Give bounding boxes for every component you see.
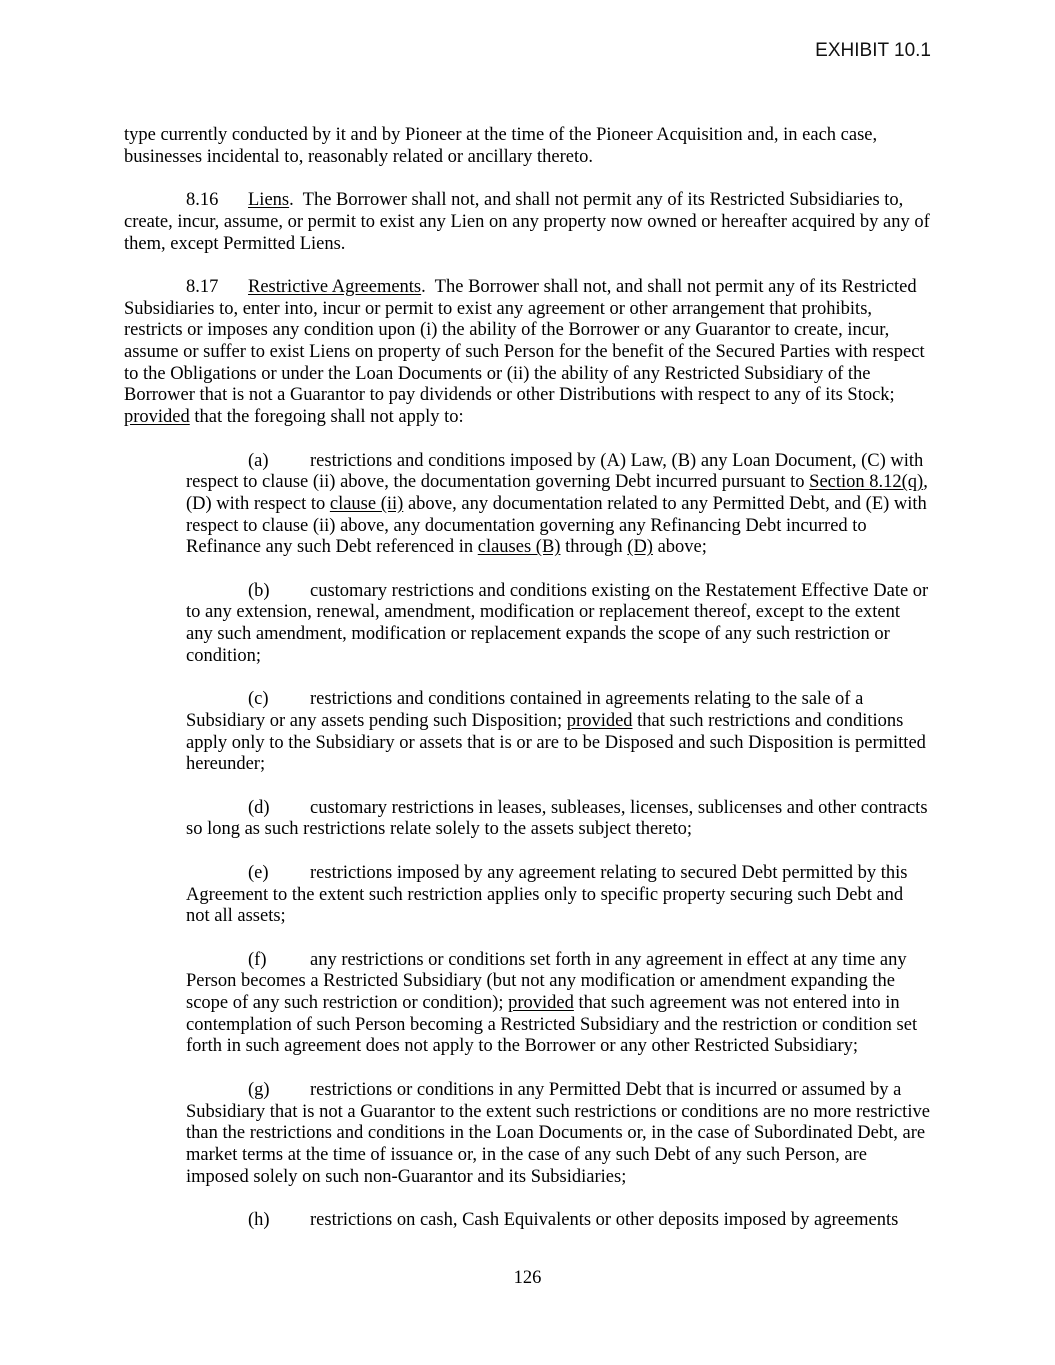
paragraph-label: 8.17: [186, 276, 219, 297]
underlined-text: clause (ii): [329, 493, 404, 514]
text-run: type currently conducted by it and by Pioneer at the time of the Pioneer Acquisition and, in each case, businesses incidental to, reasonably related or ancillary thereto.: [124, 125, 882, 167]
underlined-text: Restrictive Agreements: [248, 276, 422, 297]
underlined-text: Section 8.12(q): [809, 472, 924, 493]
text-run: . The Borrower shall not, and shall not permit any of its Restricted Subsidiaries to, enter into, incur or permit to exist any agreement or other arrangement that prohibits, restricts or imposes any condition upon (i) the ability of the Borrower or any Guarantor to create, incur, assume or suffer to exist Liens on property of such Person for the benefit of the Secured Parties with respect to the Obligations or under the Loan Documents or (ii) the ability of any Restricted Subsidiary of the Borrower that is not a Guarantor to pay dividends or other Distributions with respect to any of its Stock;: [124, 276, 930, 406]
document-body: [124, 125, 935, 1232]
paragraph-label: (f): [248, 949, 267, 970]
underlined-text: provided: [566, 710, 633, 731]
clause-d: [186, 798, 931, 841]
text-run: customary restrictions and conditions existing on the Restatement Effective Date or to any extension, renewal, amendment, modification or replacement thereof, except to the extent any such amendment, modification or replacement expands the scope of any such restriction or condition;: [186, 580, 933, 666]
paragraph-label: 8.16: [186, 190, 219, 211]
paragraph-label: (h): [248, 1210, 270, 1230]
underlined-text: clauses (B): [477, 537, 561, 558]
clause-a: [186, 451, 931, 560]
paragraph-label: (b): [248, 580, 270, 601]
clause-h: [186, 1210, 931, 1232]
text-run: customary restrictions in leases, subleases, licenses, sublicenses and other contracts so long as such restrictions relate solely to the assets subject thereto;: [186, 797, 933, 840]
clause-f: [186, 950, 931, 1059]
paragraph-label: (c): [248, 689, 269, 710]
text-run: above;: [652, 537, 707, 558]
section-8-17-restrictive-agreements: [124, 277, 931, 429]
paragraph-label: (d): [248, 797, 270, 818]
paragraph-intro-continuation: [124, 125, 931, 168]
text-run: . The Borrower shall not, and shall not permit any of its Restricted Subsidiaries to, create, incur, assume, or permit to exist any Lien on any property now owned or hereafter acquired by any of them, except Permitted Liens.: [124, 190, 935, 254]
section-8-16-liens: [124, 190, 935, 255]
text-run: that the foregoing shall not apply to:: [189, 407, 464, 428]
page-number: 126: [513, 1268, 542, 1289]
text-run: restrictions on cash, Cash Equivalents or other deposits imposed by agreements: [310, 1210, 899, 1230]
clause-c: [186, 689, 931, 776]
clause-e: [186, 863, 931, 928]
text-run: that such agreement was not entered into in contemplation of such Person becoming a Restricted Subsidiary and the restriction or condition set forth in such agreement does not apply to the Borrower or any other Restricted Subsidiary;: [186, 993, 922, 1057]
underlined-text: provided: [124, 407, 190, 428]
underlined-text: (D): [627, 537, 653, 558]
text-run: through: [560, 537, 628, 558]
text-run: that such restrictions and conditions apply only to the Subsidiary or assets that is or are to be Disposed and such Disposition is permitted hereunder;: [186, 710, 931, 775]
clause-g: [186, 1079, 935, 1189]
text-run: restrictions and conditions imposed by (A) Law, (B) any Loan Document, (C) with respect to clause (ii) above, the documentation governing Debt incurred pursuant to: [186, 450, 928, 493]
underlined-text: provided: [508, 993, 574, 1013]
paragraph-label: (g): [248, 1079, 270, 1100]
text-run: restrictions and conditions contained in agreements relating to the sale of a Subsidiary or any assets pending such Disposition;: [186, 689, 868, 731]
underlined-text: Liens: [248, 190, 290, 211]
clause-b: [186, 581, 931, 668]
text-run: above, any documentation related to any Permitted Debt, and (E) with respect to clause (ii) above, any documentation governing any Refinancing Debt incurred to Refinance any such Debt referenced in: [186, 493, 932, 558]
text-run: restrictions imposed by any agreement relating to secured Debt permitted by this Agreement to the extent such restriction applies only to specific property securing such Debt and not all assets;: [186, 862, 912, 927]
text-run: any restrictions or conditions set forth in any agreement in effect at any time any Person becomes a Restricted Subsidiary (but not any modification or amendment expanding the scope of any such restriction or condition);: [186, 949, 912, 1013]
text-run: restrictions or conditions in any Permitted Debt that is incurred or assumed by a Subsidiary that is not a Guarantor to the extent such restrictions or conditions are no more restrictive than the restrictions and conditions in the Loan Documents or, in the case of Subordinated Debt, are market terms at the time of issuance or, in the case of any such Debt of any such Person, are imposed solely on such non-Guarantor and its Subsidiaries;: [186, 1079, 935, 1187]
paragraph-label: (a): [248, 450, 269, 471]
paragraph-label: (e): [248, 862, 269, 883]
text-run: , (D) with respect to: [186, 472, 933, 514]
exhibit-label: EXHIBIT 10.1: [815, 40, 931, 61]
